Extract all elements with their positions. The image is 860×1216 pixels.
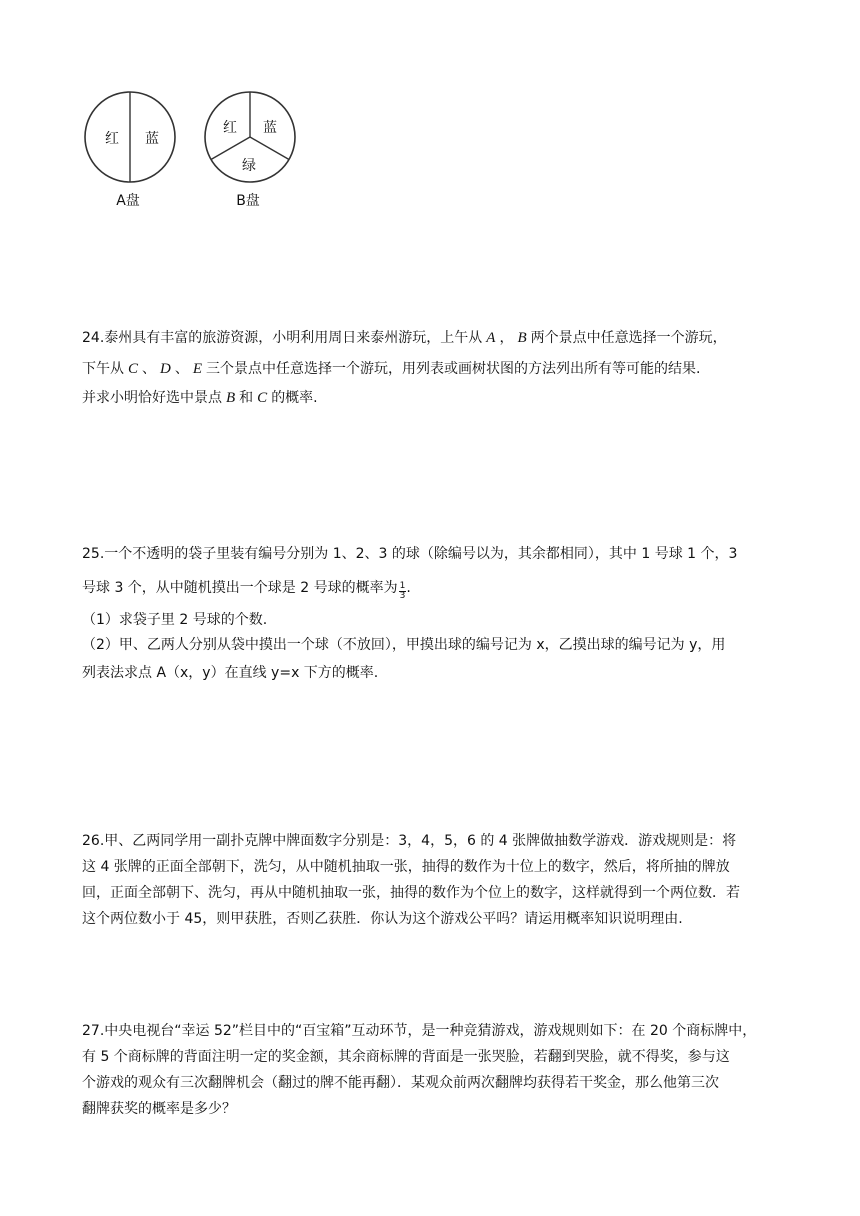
spinner-b-divider-left [211, 137, 250, 160]
q26-text: 回，正面全部朝下、洗匀，再从中随机抽取一张，抽得的数作为个位上的数字，这样就得到一个两位数．若 [82, 885, 740, 901]
q24-var-c: C [257, 390, 268, 406]
q24-text: 下午从 [82, 361, 124, 377]
question-26 [82, 831, 782, 929]
q24-var-c: C [128, 361, 139, 377]
question-24-line-3 [82, 388, 782, 408]
q24-text: 三个景点中任意选择一个游玩，用列表或画树状图的方法列出所有等可能的结果. [206, 361, 701, 377]
spinner-a-caption: A盘 [116, 193, 140, 209]
spinner-b-caption: B盘 [236, 193, 260, 209]
q25-text: 号球 3 个，从中随机摸出一个球是 2 号球的概率为 [82, 580, 398, 596]
question-24 [82, 328, 782, 408]
question-27-line-4 [82, 1099, 782, 1119]
question-25-part-2-line-1 [82, 635, 782, 655]
question-25-line-1 [82, 544, 782, 564]
question-26-line-3 [82, 883, 782, 903]
q24-text: ， [499, 330, 514, 346]
q27-text: 个游戏的观众有三次翻牌机会（翻过的牌不能再翻）．某观众前两次翻牌均获得若干奖金，那么他第三次 [82, 1075, 719, 1091]
q27-text: 27.中央电视台“幸运 52”栏目中的“百宝箱”互动环节，是一种竞猜游戏，游戏规则如下：在 20 个商标牌中， [82, 1023, 757, 1039]
q25-text: （2）甲、乙两人分别从袋中摸出一个球（不放回），甲摸出球的编号记为 x，乙摸出球的编号记为 y，用 [82, 637, 726, 653]
question-27-line-3 [82, 1073, 782, 1093]
question-27-line-1 [82, 1021, 782, 1041]
question-26-line-2 [82, 857, 782, 877]
q24-var-a: A [486, 330, 496, 346]
q24-text: 两个景点中任意选择一个游玩， [530, 330, 727, 346]
q27-text: 有 5 个商标牌的背面注明一定的奖金额，其余商标牌的背面是一张哭脸，若翻到哭脸，就不得奖，参与这 [82, 1049, 730, 1065]
q24-var-b: B [226, 390, 236, 406]
question-25 [82, 544, 782, 683]
spinner-a-blue-label: 蓝 [145, 131, 159, 147]
question-25-part-1 [82, 610, 782, 630]
spinner-b-blue-label: 蓝 [263, 120, 277, 136]
q25-text: 25.一个不透明的袋子里装有编号分别为 1、2、3 的球（除编号以为，其余都相同），其中 1 号球 1 个，3 [82, 546, 738, 562]
spinner-b-diagram [200, 90, 300, 215]
q24-text: 和 [239, 390, 254, 406]
spinner-b-red-label: 红 [223, 120, 237, 136]
q26-text: 26.甲、乙两同学用一副扑克牌中牌面数字分别是：3，4，5，6 的 4 张牌做抽数学游戏．游戏规则是：将 [82, 833, 737, 849]
q24-text: 、 [142, 361, 157, 377]
spinner-b-green-label: 绿 [242, 158, 256, 174]
spinner-b-divider-right [250, 137, 289, 160]
q26-text: 这个两位数小于 45，则甲获胜，否则乙获胜．你认为这个游戏公平吗？请运用概率知识说明理由. [82, 911, 683, 927]
spinner-b-figure [200, 90, 300, 215]
question-24-line-2 [82, 359, 782, 379]
q24-var-d: D [160, 361, 171, 377]
q24-text: 、 [174, 361, 189, 377]
q24-text: 并求小明恰好选中景点 [82, 390, 222, 406]
q26-text: 这 4 张牌的正面全部朝下，洗匀，从中随机抽取一张，抽得的数作为十位上的数字，然后，将所抽的牌放 [82, 859, 730, 875]
q24-text: 的概率. [271, 390, 318, 406]
fraction-denominator: 3 [399, 591, 406, 601]
q24-var-b: B [517, 330, 527, 346]
q27-text: 翻牌获奖的概率是多少？ [82, 1101, 236, 1117]
question-27-line-2 [82, 1047, 782, 1067]
question-25-part-2-line-2 [82, 663, 782, 683]
q24-text: 24.泰州具有丰富的旅游资源，小明利用周日来泰州游玩，上午从 [82, 330, 483, 346]
q25-text: （1）求袋子里 2 号球的个数. [82, 612, 268, 628]
fraction-numerator: 1 [399, 581, 406, 591]
spinner-a-diagram [82, 90, 182, 215]
spinner-a-figure [82, 90, 182, 215]
q24-var-e: E [192, 361, 203, 377]
question-25-line-2 [82, 578, 782, 601]
q25-text: 列表法求点 A（x，y）在直线 y=x 下方的概率. [82, 665, 379, 681]
q25-text: . [406, 580, 411, 596]
question-26-line-1 [82, 831, 782, 851]
question-24-line-1 [82, 328, 782, 348]
question-26-line-4 [82, 909, 782, 929]
question-27 [82, 1021, 782, 1119]
spinner-a-red-label: 红 [105, 131, 119, 147]
